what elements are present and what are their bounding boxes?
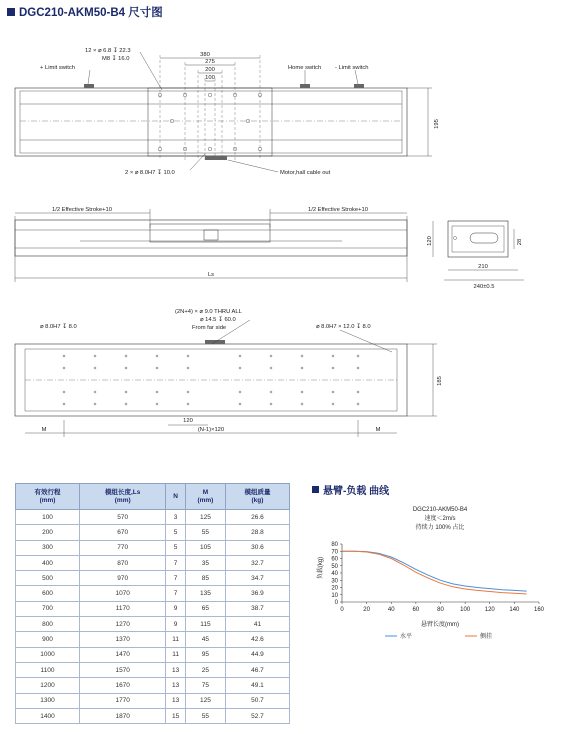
x-tick-label: 80 bbox=[437, 607, 444, 613]
table-cell: 100 bbox=[16, 510, 80, 525]
mounting-hole bbox=[301, 403, 303, 405]
table-cell: 500 bbox=[16, 571, 80, 586]
mounting-hole bbox=[94, 403, 96, 405]
table-row bbox=[16, 693, 290, 708]
dim-210: 210 bbox=[478, 264, 488, 270]
table-row bbox=[16, 571, 290, 586]
dim-ls: Ls bbox=[207, 272, 215, 278]
table-row bbox=[16, 708, 290, 723]
chart-subtitle-1: 速度＜2m/s bbox=[424, 516, 456, 522]
mounting-hole bbox=[156, 403, 158, 405]
dim-275: 275 bbox=[205, 59, 215, 65]
chart-title: DGC210-AKM50-B4 bbox=[412, 507, 468, 513]
home-switch-label: Home switch bbox=[288, 65, 322, 71]
mounting-hole bbox=[239, 403, 241, 405]
table-cell: 5 bbox=[166, 540, 186, 555]
table-cell: 38.7 bbox=[225, 601, 289, 616]
x-tick-label: 60 bbox=[412, 607, 420, 613]
x-tick-label: 160 bbox=[533, 607, 545, 613]
mounting-hole bbox=[94, 391, 96, 393]
mounting-hole bbox=[239, 355, 241, 357]
table-cell: 26.6 bbox=[225, 510, 289, 525]
bottom-callout-from: From far side bbox=[192, 325, 227, 331]
header-n: N bbox=[166, 484, 186, 510]
table-cell: 670 bbox=[80, 525, 166, 540]
table-cell: 45 bbox=[185, 632, 225, 647]
table-cell: 7 bbox=[166, 571, 186, 586]
table-cell: 7 bbox=[166, 586, 186, 601]
limit-switch-plus-label: + Limit switch bbox=[40, 65, 75, 71]
table-cell: 49.1 bbox=[225, 678, 289, 693]
table-cell: 3 bbox=[166, 510, 186, 525]
x-tick-label: 140 bbox=[509, 607, 520, 613]
side-carriage bbox=[150, 224, 270, 242]
series-line-侧挂 bbox=[342, 551, 527, 594]
load-chart bbox=[310, 500, 550, 650]
y-tick-label: 30 bbox=[331, 578, 338, 585]
table-cell: 25 bbox=[185, 662, 225, 677]
table-row bbox=[16, 510, 290, 525]
mounting-hole bbox=[270, 355, 272, 357]
motor-cable-exit bbox=[205, 156, 227, 160]
page-title-text: DGC210-AKM50-B4 尺寸图 bbox=[19, 7, 163, 19]
stroke-right-label: 1/2 Effective Stroke+10 bbox=[308, 207, 368, 213]
top-view-outline bbox=[15, 88, 407, 156]
mounting-hole bbox=[301, 391, 303, 393]
table-cell: 5 bbox=[166, 525, 186, 540]
chart-title-bullet-icon bbox=[312, 486, 319, 493]
mounting-hole bbox=[270, 391, 272, 393]
home-switch bbox=[300, 84, 310, 88]
mounting-hole bbox=[156, 367, 158, 369]
table-cell: 95 bbox=[185, 647, 225, 662]
x-tick-label: 0 bbox=[340, 607, 344, 613]
dim-185: 185 bbox=[437, 376, 443, 386]
table-cell: 30.6 bbox=[225, 540, 289, 555]
chart-xlabel: 悬臂长度(mm) bbox=[421, 622, 459, 628]
mounting-hole bbox=[239, 367, 241, 369]
dim-120-side: 120 bbox=[427, 236, 433, 246]
table-cell: 50.7 bbox=[225, 693, 289, 708]
spec-table bbox=[15, 483, 290, 724]
dim-28: 28 bbox=[517, 238, 523, 246]
table-cell: 1870 bbox=[80, 708, 166, 723]
table-row bbox=[16, 617, 290, 632]
dim-m-right: M bbox=[375, 427, 381, 433]
table-cell: 900 bbox=[16, 632, 80, 647]
mounting-hole bbox=[301, 355, 303, 357]
y-tick-label: 80 bbox=[331, 542, 338, 548]
table-cell: 770 bbox=[80, 540, 166, 555]
dim-100: 100 bbox=[205, 75, 215, 81]
mounting-hole bbox=[332, 367, 334, 369]
table-cell: 1400 bbox=[16, 708, 80, 723]
spec-table-header bbox=[16, 484, 290, 510]
table-cell: 1470 bbox=[80, 647, 166, 662]
table-row bbox=[16, 525, 290, 540]
table-cell: 1170 bbox=[80, 601, 166, 616]
side-view-outline bbox=[15, 220, 407, 256]
table-cell: 700 bbox=[16, 601, 80, 616]
series-line-水平 bbox=[342, 551, 527, 591]
dim-200: 200 bbox=[205, 67, 215, 73]
top-carriage bbox=[148, 88, 272, 156]
table-cell: 13 bbox=[166, 678, 186, 693]
table-cell: 200 bbox=[16, 525, 80, 540]
mounting-hole bbox=[239, 391, 241, 393]
table-cell: 11 bbox=[166, 632, 186, 647]
bottom-callout-through: (2N+4) × ⌀ 9.0 THRU ALL bbox=[175, 309, 242, 315]
table-cell: 11 bbox=[166, 647, 186, 662]
mounting-hole bbox=[270, 367, 272, 369]
mounting-hole bbox=[332, 391, 334, 393]
table-cell: 1200 bbox=[16, 678, 80, 693]
mounting-hole bbox=[63, 367, 65, 369]
table-cell: 400 bbox=[16, 555, 80, 570]
limit-switch-minus-label: - Limit switch bbox=[335, 65, 369, 71]
dim-120-bottom: 120 bbox=[183, 418, 193, 424]
table-cell: 1570 bbox=[80, 662, 166, 677]
table-cell: 1070 bbox=[80, 586, 166, 601]
table-cell: 46.7 bbox=[225, 662, 289, 677]
mounting-hole bbox=[94, 355, 96, 357]
mounting-hole bbox=[357, 367, 359, 369]
mounting-hole bbox=[125, 391, 127, 393]
table-cell: 85 bbox=[185, 571, 225, 586]
table-cell: 52.7 bbox=[225, 708, 289, 723]
table-cell: 42.6 bbox=[225, 632, 289, 647]
top-callout-holes: 12 × ⌀ 6.8 ↧ 22.3 bbox=[85, 48, 131, 54]
table-row bbox=[16, 662, 290, 677]
table-cell: 9 bbox=[166, 617, 186, 632]
chart-subtitle-2: 持续力 100% 占比 bbox=[415, 525, 465, 531]
table-cell: 125 bbox=[185, 693, 225, 708]
pin-right-label: ⌀ 8.0H7 × 12.0 ↧ 8.0 bbox=[316, 324, 371, 330]
table-cell: 300 bbox=[16, 540, 80, 555]
table-cell: 75 bbox=[185, 678, 225, 693]
x-tick-label: 120 bbox=[484, 607, 495, 613]
table-cell: 1770 bbox=[80, 693, 166, 708]
header-mass: 模组质量 (kg) bbox=[225, 484, 289, 510]
table-cell: 1370 bbox=[80, 632, 166, 647]
x-tick-label: 20 bbox=[363, 607, 370, 613]
mounting-hole bbox=[187, 355, 189, 357]
limit-switch-plus bbox=[84, 84, 94, 88]
mounting-hole bbox=[357, 391, 359, 393]
table-cell: 13 bbox=[166, 662, 186, 677]
y-tick-label: 10 bbox=[331, 592, 338, 599]
table-cell: 135 bbox=[185, 586, 225, 601]
dim-m-left: M bbox=[41, 427, 47, 433]
mounting-hole bbox=[63, 391, 65, 393]
limit-switch-minus bbox=[354, 84, 364, 88]
table-cell: 115 bbox=[185, 617, 225, 632]
mounting-hole bbox=[332, 355, 334, 357]
motor-cable-label: Motor,hall cable out bbox=[280, 170, 331, 176]
mounting-hole bbox=[357, 403, 359, 405]
table-row bbox=[16, 555, 290, 570]
header-m: M (mm) bbox=[185, 484, 225, 510]
x-tick-label: 100 bbox=[460, 607, 471, 613]
y-tick-label: 50 bbox=[331, 563, 338, 570]
stroke-left-label: 1/2 Effective Stroke+10 bbox=[52, 207, 112, 213]
table-cell: 32.7 bbox=[225, 555, 289, 570]
mounting-hole bbox=[125, 367, 127, 369]
mounting-hole bbox=[332, 403, 334, 405]
dim-240: 240±0.5 bbox=[473, 284, 495, 290]
table-cell: 13 bbox=[166, 693, 186, 708]
mounting-hole bbox=[270, 403, 272, 405]
top-callout-thread: M8 ↧ 16.0 bbox=[102, 56, 130, 62]
table-cell: 7 bbox=[166, 555, 186, 570]
mounting-hole bbox=[63, 355, 65, 357]
mounting-hole bbox=[63, 403, 65, 405]
table-row bbox=[16, 601, 290, 616]
chart-section-title: 悬臂-负载 曲线 bbox=[312, 482, 389, 497]
y-tick-label: 0 bbox=[334, 600, 338, 606]
table-row bbox=[16, 540, 290, 555]
mounting-hole bbox=[357, 355, 359, 357]
dim-195: 195 bbox=[434, 119, 440, 129]
mounting-hole bbox=[301, 367, 303, 369]
end-view-outline bbox=[448, 221, 508, 257]
table-cell: 41 bbox=[225, 617, 289, 632]
table-cell: 800 bbox=[16, 617, 80, 632]
table-cell: 105 bbox=[185, 540, 225, 555]
table-cell: 55 bbox=[185, 525, 225, 540]
mounting-hole bbox=[187, 367, 189, 369]
bottom-callout-cbore: ⌀ 14.5 ↧ 60.0 bbox=[200, 317, 236, 323]
mounting-hole bbox=[125, 355, 127, 357]
table-cell: 570 bbox=[80, 510, 166, 525]
y-tick-label: 20 bbox=[331, 585, 338, 592]
table-cell: 600 bbox=[16, 586, 80, 601]
mounting-hole bbox=[125, 403, 127, 405]
table-cell: 55 bbox=[185, 708, 225, 723]
table-cell: 28.8 bbox=[225, 525, 289, 540]
table-cell: 870 bbox=[80, 555, 166, 570]
chart-ylabel: 负载(kg) bbox=[318, 556, 324, 580]
table-cell: 1100 bbox=[16, 662, 80, 677]
legend-label: 侧挂 bbox=[480, 634, 493, 640]
table-cell: 1000 bbox=[16, 647, 80, 662]
dim-pitch: (N-1)×120 bbox=[197, 427, 225, 433]
y-tick-label: 40 bbox=[331, 571, 338, 577]
y-tick-label: 60 bbox=[331, 556, 338, 563]
legend-label: 水平 bbox=[400, 634, 413, 640]
table-row bbox=[16, 647, 290, 662]
table-cell: 36.9 bbox=[225, 586, 289, 601]
table-cell: 35 bbox=[185, 555, 225, 570]
x-tick-label: 40 bbox=[387, 607, 395, 613]
mounting-hole bbox=[187, 391, 189, 393]
table-cell: 9 bbox=[166, 601, 186, 616]
table-row bbox=[16, 678, 290, 693]
table-cell: 44.9 bbox=[225, 647, 289, 662]
pin-left-label: ⌀ 8.0H7 ↧ 8.0 bbox=[40, 324, 77, 330]
pin-callout: 2 × ⌀ 8.0H7 ↧ 10.0 bbox=[125, 170, 175, 176]
mounting-hole bbox=[187, 403, 189, 405]
dim-380: 380 bbox=[200, 52, 210, 58]
table-row bbox=[16, 632, 290, 647]
table-cell: 1300 bbox=[16, 693, 80, 708]
table-cell: 970 bbox=[80, 571, 166, 586]
mounting-hole bbox=[156, 391, 158, 393]
mounting-hole bbox=[94, 367, 96, 369]
table-cell: 125 bbox=[185, 510, 225, 525]
table-cell: 34.7 bbox=[225, 571, 289, 586]
table-cell: 65 bbox=[185, 601, 225, 616]
header-length: 模组长度,Ls (mm) bbox=[80, 484, 166, 510]
table-cell: 15 bbox=[166, 708, 186, 723]
table-row bbox=[16, 586, 290, 601]
y-tick-label: 70 bbox=[331, 549, 338, 556]
table-cell: 1670 bbox=[80, 678, 166, 693]
mounting-hole bbox=[156, 355, 158, 357]
header-stroke: 有效行程 (mm) bbox=[16, 484, 80, 510]
table-cell: 1270 bbox=[80, 617, 166, 632]
